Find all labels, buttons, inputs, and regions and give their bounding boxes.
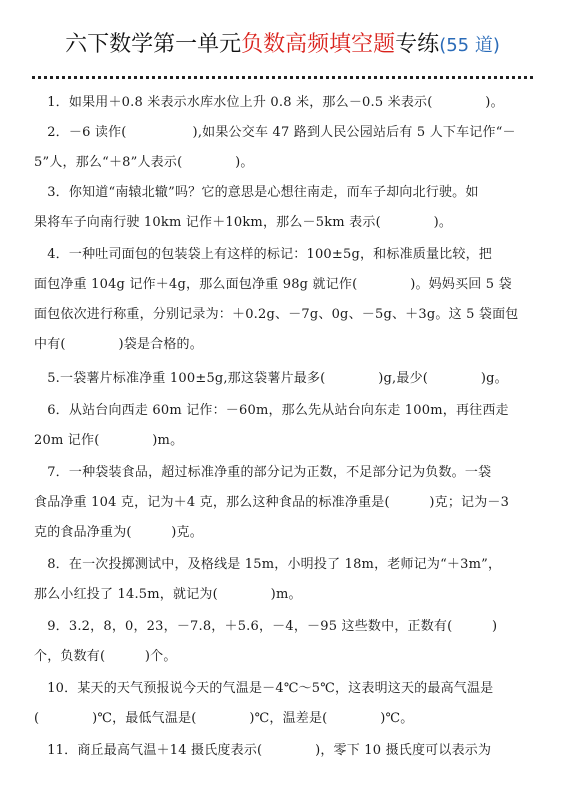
question-line: 克的食品净重为( )克。: [34, 525, 203, 540]
question-9: [34, 612, 534, 672]
question-line: ( )℃，最低气温是( )℃，温差是( )℃。: [34, 711, 414, 726]
title-suffix: 专练: [395, 32, 440, 57]
question-line: 那么小红投了 14.5m，就记为( )m。: [34, 587, 302, 602]
page-title: [0, 30, 565, 61]
question-line: 20m 记作( )m。: [34, 433, 184, 448]
question-4: [34, 240, 534, 360]
question-line: 9．3.2，8，0，23，－7.8，＋5.6，－4，－95 这些数中，正数有( ): [34, 619, 498, 634]
question-3: [34, 178, 534, 238]
question-line: 7．一种袋装食品，超过标准净重的部分记为正数，不足部分记为负数。一袋: [34, 465, 492, 480]
question-line: 4．一种吐司面包的包装袋上有这样的标记：100±5g，和标准质量比较，把: [34, 247, 492, 262]
question-line: 个，负数有( )个。: [34, 649, 177, 664]
question-line: 11．商丘最高气温＋14 摄氏度表示( )，零下 10 摄氏度可以表示为: [34, 743, 492, 758]
question-6: [34, 396, 534, 456]
question-line: 食品净重 104 克，记为＋4 克，那么这种食品的标准净重是( )克；记为－3: [34, 495, 510, 510]
question-5: [34, 364, 534, 394]
question-11: [34, 736, 534, 766]
question-10: [34, 674, 534, 734]
title-highlight: 负数高频填空题: [241, 32, 396, 57]
title-divider: [32, 76, 533, 79]
question-2: [34, 118, 534, 178]
question-line: 果将车子向南行驶 10km 记作＋10km，那么－5km 表示( )。: [34, 215, 453, 230]
question-line: 8．在一次投掷测试中，及格线是 15m，小明投了 18m，老师记为“＋3m”，: [34, 557, 502, 572]
question-line: 中有( )袋是合格的。: [34, 337, 203, 352]
question-line: 1．如果用＋0.8 米表示水库水位上升 0.8 米，那么－0.5 米表示( )。: [34, 95, 504, 110]
question-line: 2．－6 读作( ),如果公交车 47 路到人民公园站后有 5 人下车记作“－: [34, 125, 516, 140]
question-line: 10．某天的天气预报说今天的气温是－4℃～5℃，这表明这天的最高气温是: [34, 681, 494, 696]
question-line: 面包净重 104g 记作＋4g，那么面包净重 98g 就记作( )。妈妈买回 5 袋: [34, 277, 512, 292]
question-line: 面包依次进行称重，分别记录为：＋0.2g、－7g、0g、－5g、＋3g。这 5 袋面包: [34, 307, 519, 322]
question-line: 5.一袋薯片标准净重 100±5g,那这袋薯片最多( )g,最少( )g。: [34, 371, 508, 386]
question-8: [34, 550, 534, 610]
question-1: [34, 88, 534, 118]
question-7: [34, 458, 534, 548]
title-prefix: 六下数学第一单元: [65, 32, 242, 57]
question-line: 3．你知道“南辕北辙”吗？它的意思是心想往南走，而车子却向北行驶。如: [34, 185, 479, 200]
question-line: 5”人，那么“＋8”人表示( )。: [34, 155, 254, 170]
question-line: 6．从站台向西走 60m 记作：－60m，那么先从站台向东走 100m，再往西走: [34, 403, 509, 418]
title-count: (55 道): [439, 35, 500, 56]
